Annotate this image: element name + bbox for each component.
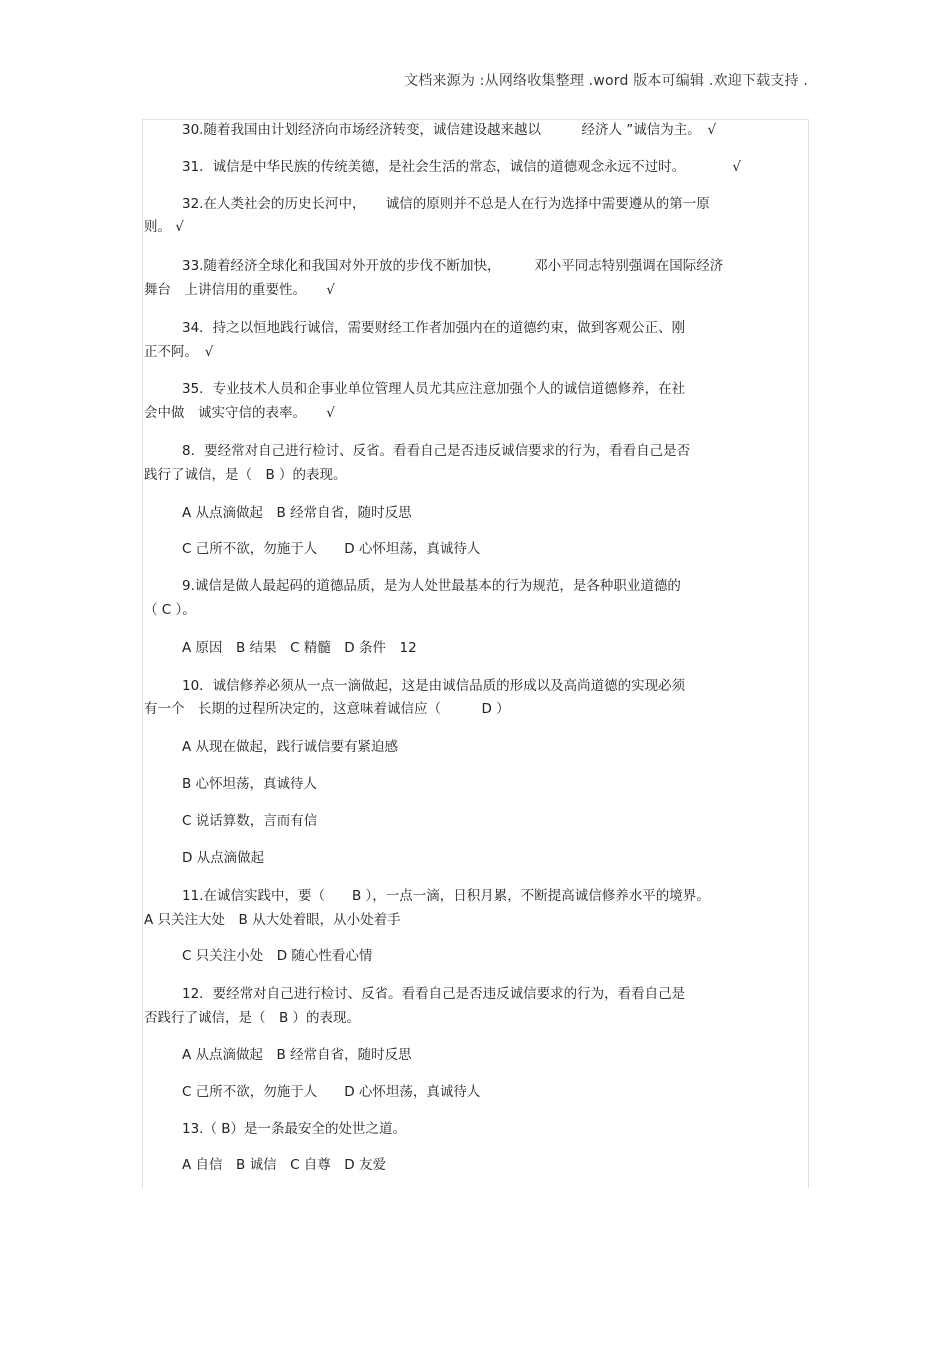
page-header: 文档来源为 :从网络收集整理 .word 版本可编辑 .欢迎下载支持 . xyxy=(404,73,808,89)
question-32-line-1: 32.在人类社会的历史长河中， 诚信的原则并不总是人在行为选择中需要遵从的第一原 xyxy=(182,196,710,212)
question-8-options-cd: C 己所不欲，勿施于人 D 心怀坦荡，真诚待人 xyxy=(182,541,481,557)
question-10-option-c: C 说话算数，言而有信 xyxy=(182,813,318,829)
question-10-option-b: B 心怀坦荡，真诚待人 xyxy=(182,776,318,792)
question-12-line-2: 否践行了诚信，是（ B ）的表现。 xyxy=(144,1010,361,1026)
question-8-line-1: 8．要经常对自己进行检讨、反省。看看自己是否违反诚信要求的行为，看看自己是否 xyxy=(182,443,691,459)
question-33-line-1: 33.随着经济全球化和我国对外开放的步伐不断加快， 邓小平同志特别强调在国际经济 xyxy=(182,258,724,274)
question-8-line-2: 践行了诚信，是（ B ）的表现。 xyxy=(144,467,347,483)
question-35-line-2: 会中做 诚实守信的表率。 √ xyxy=(144,405,335,421)
question-10-option-d: D 从点滴做起 xyxy=(182,850,265,866)
question-34-line-1: 34．持之以恒地践行诚信，需要财经工作者加强内在的道德约束，做到客观公正、刚 xyxy=(182,320,686,336)
question-8-options-ab: A 从点滴做起 B 经常自省，随时反思 xyxy=(182,505,412,521)
question-34-line-2: 正不阿。 √ xyxy=(144,344,214,360)
question-11-options-cd: C 只关注小处 D 随心性看心情 xyxy=(182,948,373,964)
question-31-line-1: 31．诚信是中华民族的传统美德，是社会生活的常态，诚信的道德观念永远不过时。 √ xyxy=(182,159,742,175)
question-12-line-1: 12．要经常对自己进行检讨、反省。看看自己是否违反诚信要求的行为，看看自己是 xyxy=(182,986,686,1002)
question-10-line-1: 10．诚信修养必须从一点一滴做起，这是由诚信品质的形成以及高尚道德的实现必须 xyxy=(182,678,686,694)
question-11-line-1: 11.在诚信实践中，要（ B ），一点一滴，日积月累，不断提高诚信修养水平的境界。 xyxy=(182,888,710,904)
question-11-options-ab: A 只关注大处 B 从大处着眼，从小处着手 xyxy=(144,912,401,928)
question-13-line-1: 13.（ B）是一条最安全的处世之道。 xyxy=(182,1121,407,1137)
question-12-options-ab: A 从点滴做起 B 经常自省，随时反思 xyxy=(182,1047,412,1063)
question-9-line-1: 9.诚信是做人最起码的道德品质，是为人处世最基本的行为规范，是各种职业道德的 xyxy=(182,578,681,594)
question-33-line-2: 舞台 上讲信用的重要性。 √ xyxy=(144,282,335,298)
question-10-option-a: A 从现在做起，践行诚信要有紧迫感 xyxy=(182,739,399,755)
question-12-options-cd: C 己所不欲，勿施于人 D 心怀坦荡，真诚待人 xyxy=(182,1084,481,1100)
question-32-line-2: 则。 √ xyxy=(144,219,184,235)
question-30-line-1: 30.随着我国由计划经济向市场经济转变，诚信建设越来越以 经济人 ”诚信为主。 √ xyxy=(182,122,717,138)
question-13-options: A 自信 B 诚信 C 自尊 D 友爱 xyxy=(182,1157,386,1173)
question-35-line-1: 35．专业技术人员和企事业单位管理人员尤其应注意加强个人的诚信道德修养，在社 xyxy=(182,381,686,397)
question-9-line-2: （ C ）。 xyxy=(144,602,196,618)
question-9-options: A 原因 B 结果 C 精髓 D 条件 12 xyxy=(182,640,417,656)
question-10-line-2: 有一个 长期的过程所决定的，这意味着诚信应（ D ） xyxy=(144,701,510,717)
